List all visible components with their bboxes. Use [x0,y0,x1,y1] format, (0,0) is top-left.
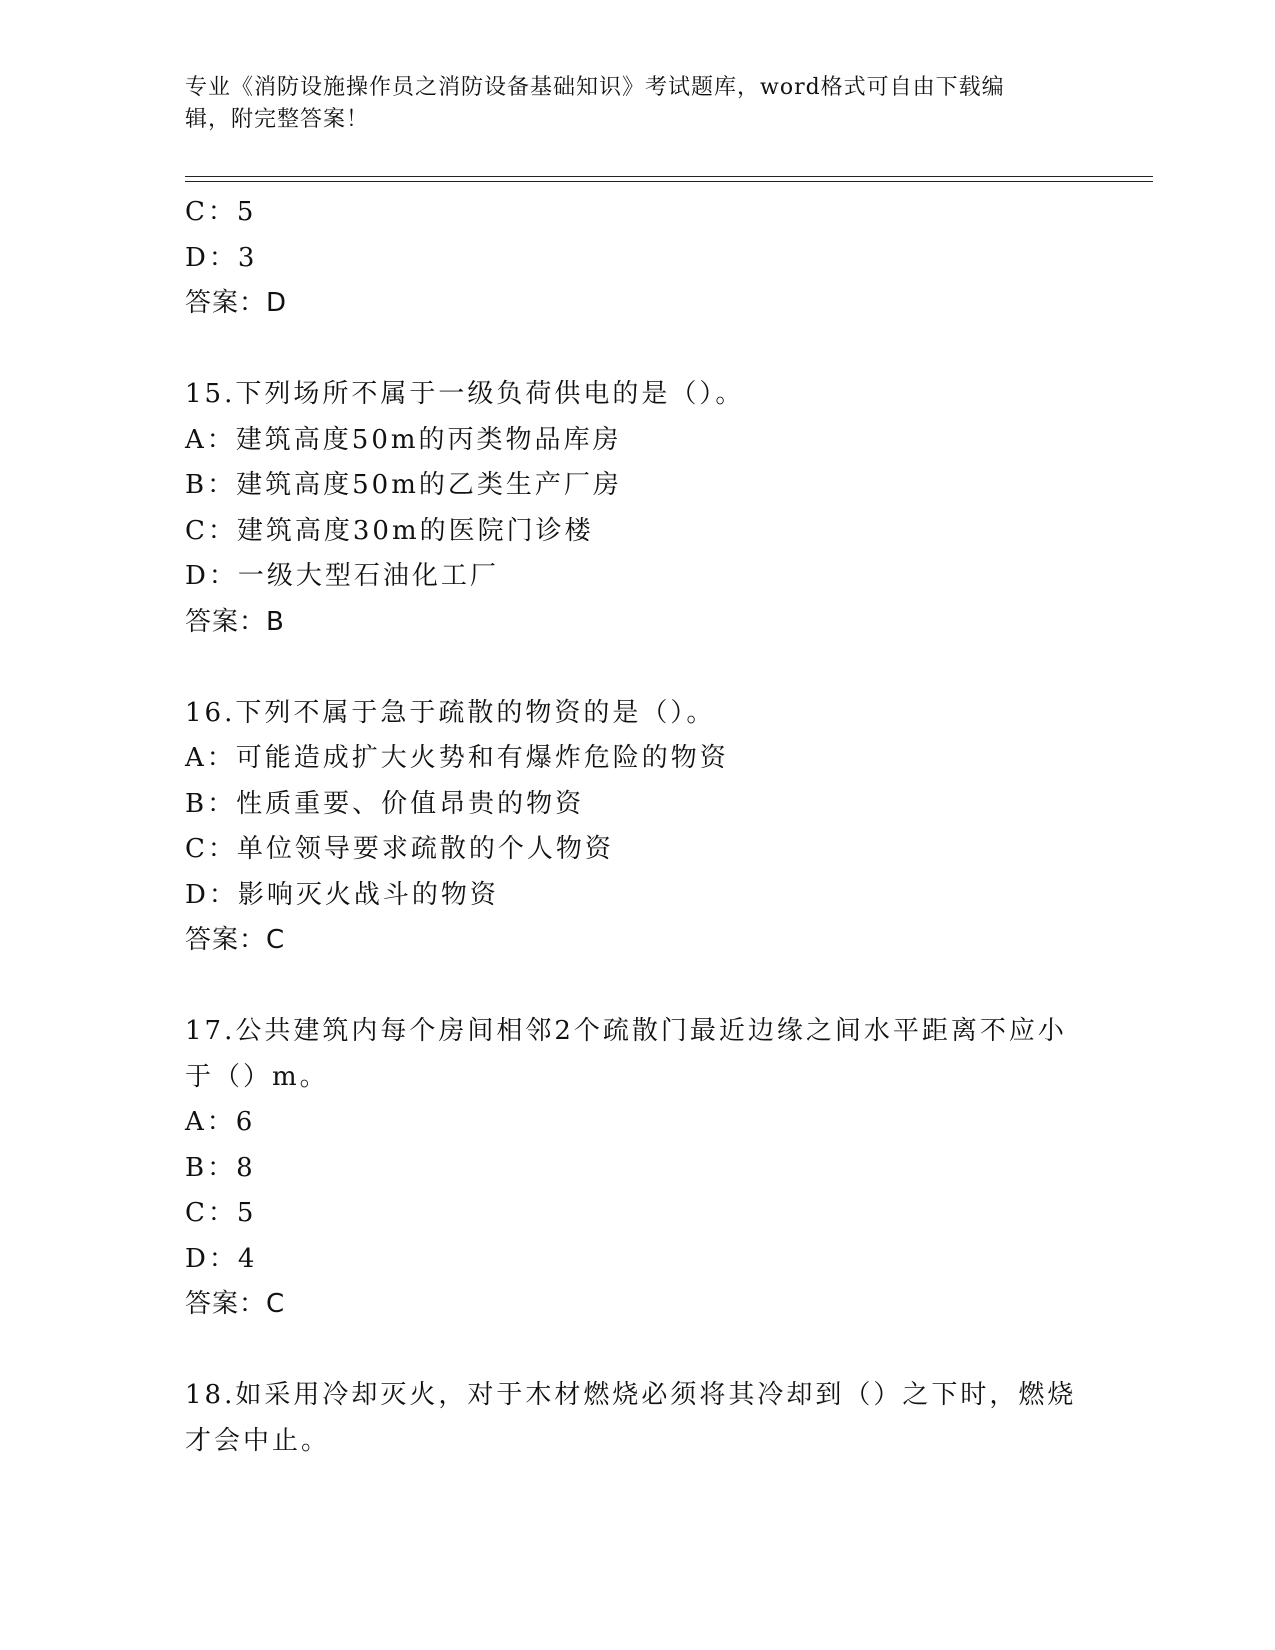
option-a: A：可能造成扩大火势和有爆炸危险的物资 [185,743,729,773]
question-stem-line-1: 17.公共建筑内每个房间相邻2个疏散门最近边缘之间水平距离不应小 [185,1016,1067,1046]
option-a: A：6 [185,1107,256,1137]
option-d: D：3 [185,242,258,273]
option-c: C：单位领导要求疏散的个人物资 [185,834,614,864]
option-c: C：建筑高度30m的医院门诊楼 [185,515,594,546]
question-17 [185,1009,1085,1328]
question-stem-line-1: 18.如采用冷却灭火，对于木材燃烧必须将其冷却到（）之下时，燃烧 [185,1380,1077,1410]
question-stem-line-2: 于（）m。 [185,1061,329,1092]
answer: 答案：C [185,925,286,955]
option-a: A：建筑高度50m的丙类物品库房 [185,424,622,455]
question-15 [185,372,1085,645]
question-stem-line-2: 才会中止。 [185,1425,331,1456]
header-line-2: 辑，附完整答案！ [185,107,370,132]
question-list [185,190,1085,1464]
option-b: B：8 [185,1152,256,1183]
option-d: D：影响灭火战斗的物资 [185,879,499,910]
answer: 答案：B [185,606,285,637]
header-divider-top [185,176,1153,177]
header-divider-bottom [185,181,1153,182]
question-stem: 15.下列场所不属于一级负荷供电的是（）。 [185,379,745,409]
option-d: D：一级大型石油化工厂 [185,561,499,591]
header-line-1: 专业《消防设施操作员之消防设备基础知识》考试题库，word格式可自由下载编 [185,75,1005,100]
question-18 [185,1373,1085,1464]
option-b: B：建筑高度50m的乙类生产厂房 [185,470,622,500]
option-b: B：性质重要、价值昂贵的物资 [185,788,585,819]
option-c: C：5 [185,197,257,227]
document-header [185,72,1065,136]
answer: 答案：D [185,288,288,318]
option-c: C：5 [185,1198,257,1228]
question-16 [185,691,1085,964]
answer: 答案：C [185,1289,286,1319]
option-d: D：4 [185,1243,258,1274]
question-stem: 16.下列不属于急于疏散的物资的是（）。 [185,697,716,728]
